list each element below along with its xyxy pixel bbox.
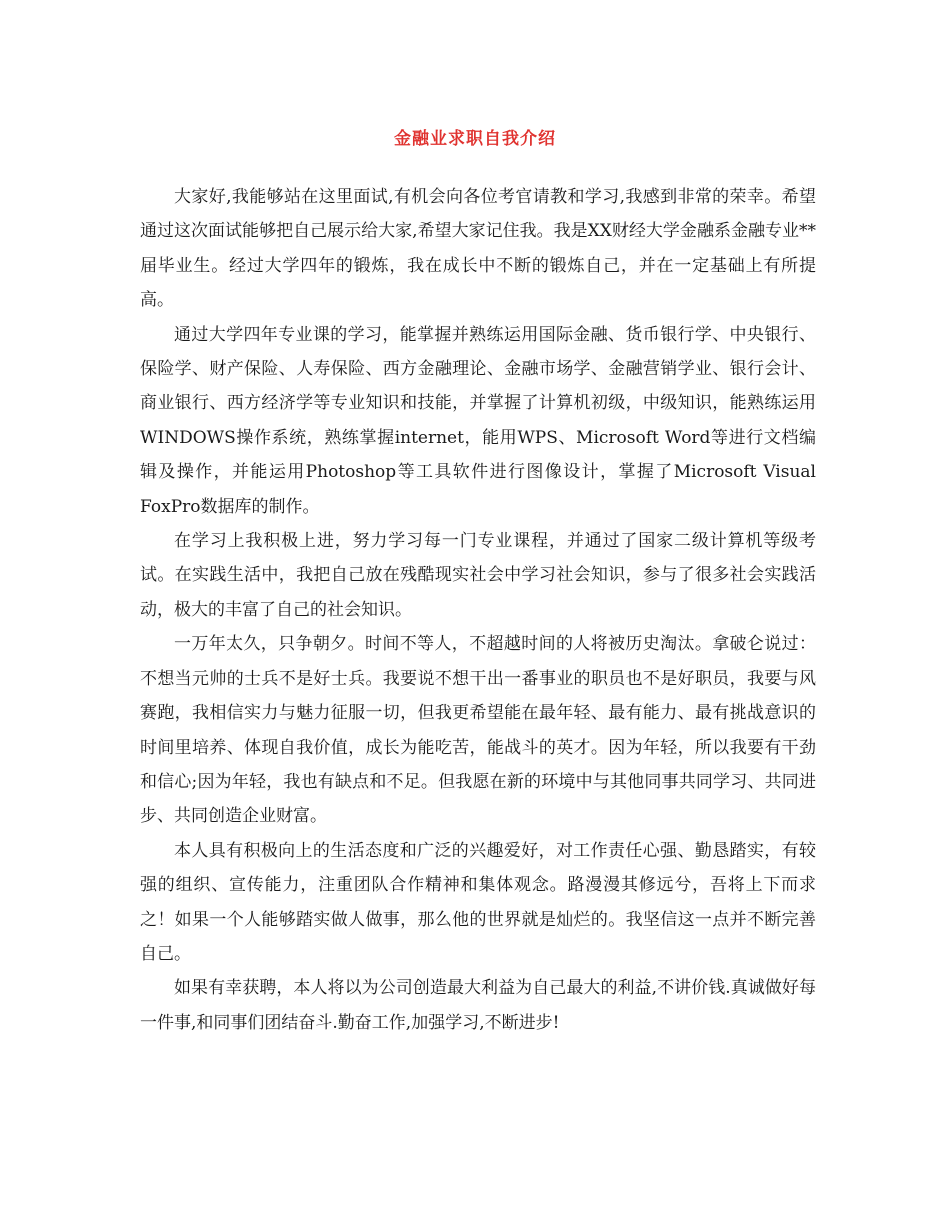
document-title: 金融业求职自我介绍: [394, 129, 556, 149]
document-body: [140, 180, 816, 1040]
paragraph-5: 本人具有积极向上的生活态度和广泛的兴趣爱好，对工作责任心强、勤恳踏实，有较强的组织、宣传能力，注重团队合作精神和集体观念。路漫漫其修远兮，吾将上下而求之！如果一个人能够踏实做人做事，那么他的世界就是灿烂的。我坚信这一点并不断完善自己。: [140, 840, 816, 964]
paragraph-4: 一万年太久，只争朝夕。时间不等人，不超越时间的人将被历史淘汰。拿破仑说过：不想当元帅的士兵不是好士兵。我要说不想干出一番事业的职员也不是好职员，我要与风赛跑，我相信实力与魅力征服一切，但我更希望能在最年轻、最有能力、最有挑战意识的时间里培养、体现自我价值，成长为能吃苦，能战斗的英才。因为年轻，所以我要有干劲和信心;因为年轻，我也有缺点和不足。但我愿在新的环境中与其他同事共同学习、共同进步、共同创造企业财富。: [140, 634, 816, 827]
paragraph-3: 在学习上我积极上进，努力学习每一门专业课程，并通过了国家二级计算机等级考试。在实践生活中，我把自己放在残酷现实社会中学习社会知识，参与了很多社会实践活动，极大的丰富了自己的社会知识。: [140, 531, 816, 620]
paragraph-1: 大家好,我能够站在这里面试,有机会向各位考官请教和学习,我感到非常的荣幸。希望通过这次面试能够把自己展示给大家,希望大家记住我。我是XX财经大学金融系金融专业**届毕业生。经过大学四年的锻炼，我在成长中不断的锻炼自己，并在一定基础上有所提高。: [140, 187, 816, 311]
paragraph-2: 通过大学四年专业课的学习，能掌握并熟练运用国际金融、货币银行学、中央银行、保险学、财产保险、人寿保险、西方金融理论、金融市场学、金融营销学业、银行会计、商业银行、西方经济学等专业知识和技能，并掌握了计算机初级，中级知识，能熟练运用WINDOWS操作系统，熟练掌握internet，能用WPS、Microsoft Word等进行文档编辑及操作，并能运用Photoshop等工具软件进行图像设计，掌握了Microsoft Visual FoxPro数据库的制作。: [140, 324, 816, 517]
paragraph-6: 如果有幸获聘，本人将以为公司创造最大利益为自己最大的利益,不讲价钱.真诚做好每一件事,和同事们团结奋斗.勤奋工作,加强学习,不断进步!: [140, 978, 816, 1033]
